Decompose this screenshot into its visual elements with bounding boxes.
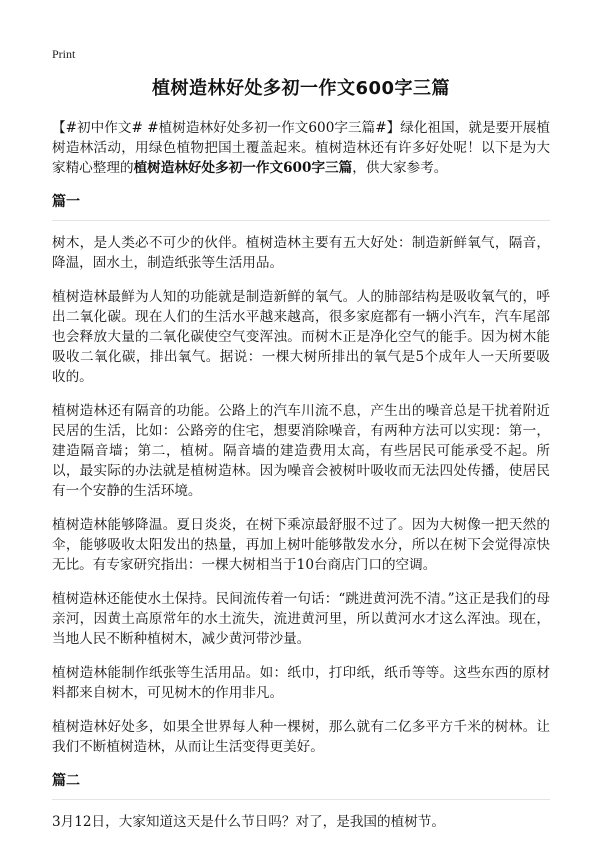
section-heading-1: 篇一 xyxy=(52,194,80,210)
intro-bold-title: 植树造林好处多初一作文600字三篇 xyxy=(133,160,353,176)
paragraph: 植树造林好处多，如果全世界每人种一棵树，那么就有二亿多平方千米的树林。让我们不断植树造林，从而让生活变得更美好。 xyxy=(52,719,550,755)
paragraph: 植树造林能够降温。夏日炎炎，在树下乘凉最舒服不过了。因为大树像一把天然的伞，能够吸收太阳发出的热量，再加上树叶能够散发水分，所以在树下会觉得凉快无比。有专家研究指出：一棵大树相当于10台商店门口的空调。 xyxy=(52,517,550,573)
paragraph: 植树造林还有隔音的功能。公路上的汽车川流不息，产生出的噪音总是干扰着附近民居的生活，比如：公路旁的住宅，想要消除噪音，有两种方法可以实现：第一，建造隔音墙；第二，植树。隔音墙的建造费用太高，有些居民可能承受不起。所以，最实际的办法就是植树造林。因为噪音会被树叶吸收而无法四处传播，使居民有一个安静的生活环境。 xyxy=(52,403,550,499)
section-divider xyxy=(52,220,550,221)
section-heading-2: 篇二 xyxy=(52,773,80,789)
intro-text-start: 【#初中作文# #植树造林好处多初一作文600字三篇#】绿化祖国，就是要开展植树造林活动，用绿色植物把国土覆盖起来。植树造林还有许多好处呢！以下是为大家精心整理的 xyxy=(52,120,550,176)
paragraph: 植树造林最鲜为人知的功能就是制造新鲜的氧气。人的肺部结构是吸收氧气的，呼出二氧化碳。现在人们的生活水平越来越高，很多家庭都有一辆小汽车，汽车尾部也会释放大量的二氧化碳使空气变浑浊。而树木正是净化空气的能手。因为树木能吸收二氧化碳，排出氧气。据说：一棵大树所排出的氧气是5个成年人一天所要吸收的。 xyxy=(52,289,550,385)
paragraph: 植树造林能制作纸张等生活用品。如：纸巾，打印纸，纸币等等。这些东西的原材料都来自树木，可见树木的作用非凡。 xyxy=(52,665,550,701)
article-intro xyxy=(52,118,550,178)
print-link[interactable]: Print xyxy=(52,47,76,61)
paragraph: 树木，是人类必不可少的伙伴。植树造林主要有五大好处：制造新鲜氧气，隔音，降温，固水土，制造纸张等生活用品。 xyxy=(52,235,550,271)
paragraph: 3月12日，大家知道这天是什么节日吗？对了，是我国的植树节。 xyxy=(52,814,445,830)
section-divider xyxy=(52,799,550,800)
paragraph: 植树造林还能使水土保持。民间流传着一句话：“跳进黄河洗不清。”这正是我们的母亲河，因黄土高原常年的水土流失，流进黄河里，所以黄河水才这么浑浊。现在，当地人民不断种植树木，减少黄河带沙量。 xyxy=(52,591,550,647)
article-title: 植树造林好处多初一作文600字三篇 xyxy=(151,78,451,99)
intro-text-end: ，供大家参考。 xyxy=(352,160,448,176)
article-page xyxy=(52,76,550,846)
